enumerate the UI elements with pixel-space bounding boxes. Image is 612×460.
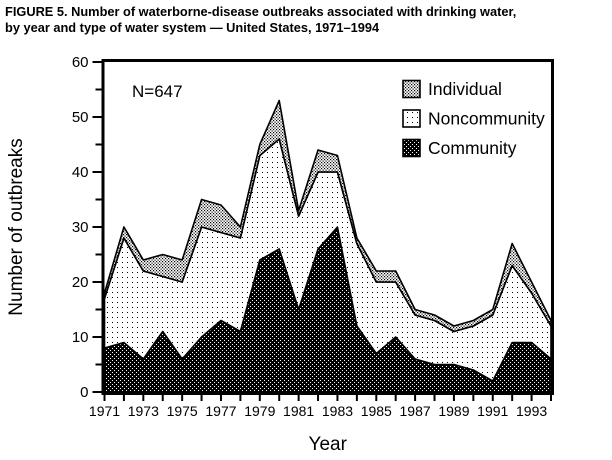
x-axis-title: Year bbox=[308, 434, 347, 455]
x-tick-label: 1987 bbox=[399, 403, 431, 419]
x-tick-label: 1981 bbox=[283, 403, 315, 419]
y-tick-label: 50 bbox=[71, 109, 89, 126]
y-tick-label: 10 bbox=[71, 329, 89, 346]
y-tick-label: 20 bbox=[71, 274, 89, 291]
y-tick-label: 60 bbox=[71, 54, 89, 71]
n-annotation: N=647 bbox=[132, 82, 183, 101]
y-tick-label: 40 bbox=[71, 164, 89, 181]
y-tick-label: 30 bbox=[71, 219, 89, 236]
legend-label-individual: Individual bbox=[428, 79, 502, 99]
legend-swatch-noncommunity bbox=[403, 110, 420, 127]
y-axis-title: Number of outbreaks bbox=[6, 138, 27, 316]
x-tick-label: 1973 bbox=[127, 403, 159, 419]
x-tick-label: 1983 bbox=[321, 403, 354, 419]
legend-label-noncommunity: Noncommunity bbox=[428, 108, 545, 129]
x-tick-label: 1971 bbox=[88, 403, 121, 419]
legend-swatch-community bbox=[403, 140, 420, 157]
chart-root bbox=[6, 54, 553, 455]
x-tick-label: 1985 bbox=[360, 403, 392, 419]
x-tick-label: 1989 bbox=[438, 403, 470, 419]
x-tick-label: 1991 bbox=[477, 403, 509, 419]
legend-label-community: Community bbox=[428, 138, 517, 158]
figure-title-line-2: by year and type of water system — United States, 1971–1994 bbox=[5, 20, 380, 35]
x-tick-label: 1993 bbox=[516, 403, 548, 419]
figure-title-line-1: FIGURE 5. Number of waterborne-disease outbreaks associated with drinking water, bbox=[5, 4, 517, 19]
legend-swatch-individual bbox=[403, 81, 420, 98]
y-tick-label: 0 bbox=[80, 384, 89, 401]
x-tick-label: 1975 bbox=[166, 403, 198, 419]
x-tick-label: 1979 bbox=[244, 403, 276, 419]
x-tick-label: 1977 bbox=[205, 403, 237, 419]
